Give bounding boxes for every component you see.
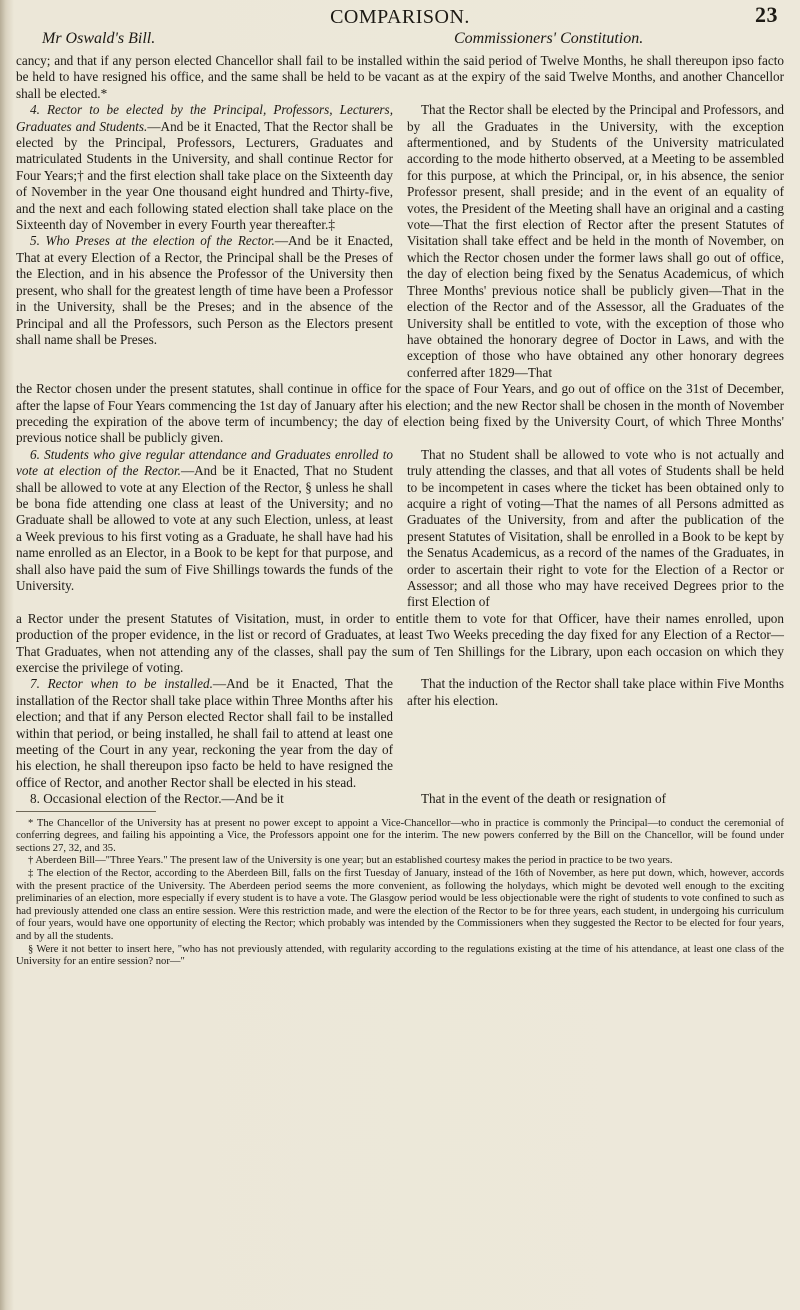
commissioners-column-section-8 (407, 791, 784, 807)
intro-text: cancy; and that if any person elected Chancellor shall fail to be installed within the said period of Twelve Months, he shall thereupon ipso facto be held to have resigned his office, and the same shall be held to be vacant as at the expiry of the said Twelve Months, and another Chancellor shall be elected.* (16, 53, 784, 101)
section-5-bill-text: —And be it Enacted, That at every Election of a Rector, the Principal shall be the Preses of the Election, and in his absence the Professor of the University then present, who shall for the greatest length of time have been a Professor in the University, shall be the Preses; and in the absence of the Principal and all the Professors, such Person as the Electors present shall name shall be Preses. (16, 233, 393, 347)
section-4-full-width (16, 381, 784, 447)
footnote: * The Chancellor of the University has at present no power except to appoint a Vice-Chancellor—who in practice is commonly the Principal—to conduct the ceremonial of conferring degrees, and failing his appointing a Vice, the Professors appoint one for the interim. The new powers conferred by the Bill on the Chancellor, will be found under sections 27, 32, and 35. (16, 817, 784, 854)
right-column-header: Commissioners' Constitution. (454, 30, 644, 47)
section-6-heading: 6. Students who give regular attendance and Graduates enrolled to vote at election of the Rector. (16, 446, 393, 479)
section-4-heading: 4. Rector to be elected by the Principal, Professors, Lecturers, Graduates and Students. (16, 102, 393, 134)
section-4-bill-text: —And be it Enacted, That the Rector shall be elected by the Principal, Professors, Lecturers, Graduates and matriculated Students in the University, and shall continue Rector for Four Years;† and the first election shall take place on the Sixteenth day of November in the year One thousand eight hundred and Thirty-five, and the next and each following stated election shall take place on the Sixteenth day of November in every Fourth year thereafter.‡ (16, 118, 393, 233)
footnote: † Aberdeen Bill—"Three Years." The present law of the University is one year; but an established courtesy makes the period in practice to be two years. (28, 855, 673, 867)
section-4-commissioners-text: That the Rector shall be elected by the Principal and Professors, and by all the Graduates in the University, with the exception aftermentioned, and by Students of the University matriculated according to the mode hitherto observed, at a Meeting to be assembled for this purpose, at which the Principal, or, in his absence, the senior Professor present, shall preside; and in the event of an equality of votes, the President of the Meeting shall have an original and a casting vote—That the first election of Rector after the present Statutes of Visitation shall take effect and be held in the month of November, on which the Rector chosen under the former laws shall go out of office, the day of election being fixed by the Senatus Academicus, of which Three Months' previous notice shall be publicly given—That in the election of the Rector and of the Assessor, all the Graduates of the University shall be entitled to vote, with the exception of those who have obtained the honorary degree of Doctor in Laws, and with the exception of those who have obtained any other honorary degrees conferred after 1829—That (407, 102, 784, 380)
section-5-heading: 5. Who Preses at the election of the Rector. (30, 233, 275, 249)
section-7-bill-text: —And be it Enacted, That the installation of the Rector shall take place within Three Months after his election; and that if any Person elected Rector shall fail to be installed within that period, or being installed, he shall fail to attend at least one meeting of the Court in any year, reckoning the year from the day of his election, he shall thereupon ipso facto be held to have resigned the office of Rector, and another Rector shall be elected in his stead. (16, 676, 393, 790)
footnotes (16, 818, 784, 969)
bill-column-section-7 (16, 676, 393, 791)
intro-paragraph (16, 53, 784, 102)
section-6-continuation: a Rector under the present Statutes of Visitation, must, in order to entitle them to vote for that Officer, have their names enrolled, upon production of the proper evidence, in the list or record of Graduates, at least Two Weeks preceding the day fixed for any Election of a Rector—That Graduates, when not attending any of the classes, shall pay the sum of Ten Shillings for the Library, upon each occasion on which they exercise the privilege of voting. (16, 610, 784, 676)
section-7-columns (16, 676, 784, 791)
section-4-columns (16, 102, 784, 381)
section-6-bill-text: —And be it Enacted, That no Student shall be allowed to vote at any Election of the Rector, § unless he shall be bona fide attending one class at least of the University; and no Graduate shall be allowed to vote at any such Election, unless, at least a Week previous to his first voting as a Graduate, he shall have had his name enrolled as an Elector, in a Book to be kept for that purpose, and shall also have paid the sum of Five Shillings towards the funds of the University. (16, 463, 393, 593)
commissioners-column-section-7 (407, 676, 784, 791)
section-7-commissioners-text: That the induction of the Rector shall take place within Five Months after his election. (407, 676, 784, 708)
section-8-bill-text: 8. Occasional election of the Rector.—And be it (30, 791, 284, 807)
section-6-full-width (16, 611, 784, 677)
page-title: COMPARISON. (330, 6, 470, 28)
section-8-commissioners-text: That in the event of the death or resignation of (421, 791, 666, 807)
column-headers (12, 30, 788, 52)
bill-column-section-6 (16, 447, 393, 611)
section-6-columns (16, 447, 784, 611)
section-7-heading: 7. Rector when to be installed. (30, 676, 213, 692)
page-number: 23 (755, 2, 778, 27)
section-4-continuation: the Rector chosen under the present statutes, shall continue in office for the space of Four Years, and go out of office on the 31st of December, after the lapse of Four Years commencing the 1st day of January after his election; and the new Rector shall be chosen in the month of November preceding the expiration of the above term of incumbency; the day of election being fixed by the University Court, of which Three Months' previous notice shall be publicly given. (16, 381, 784, 446)
footnote: ‡ The election of the Rector, according to the Aberdeen Bill, falls on the first Tuesday of January, instead of the 16th of November, as here put down, which, however, accords with the present practice of the University. The Aberdeen period seems the more convenient, as following the holydays, which might be devoted well enough to the exciting preliminaries of an election, more especially if every student is to have a vote. The Glasgow period would be less objectionable were the right of students to vote confined to such as had previously attended one class an entire session. Were this restriction made, and were the election of the Rector to be for three years, each student, in undergoing his curriculum of four years, would have one opportunity of electing the Rector; which probably was intended by the Commissioners when they suggested the Rector to be elected for four years, and by all the students. (16, 868, 784, 943)
commissioners-column-section-4 (407, 102, 784, 381)
footnote: § Were it not better to insert here, "who has not previously attended, with regularity according to the regulations existing at the time of his attendance, at least one class of the University for an entire session? nor—" (16, 943, 784, 968)
running-head (12, 0, 788, 30)
section-8-columns (16, 791, 784, 807)
section-6-commissioners-text: That no Student shall be allowed to vote who is not actually and truly attending the classes, and that all votes of Students shall be held to be incompetent in cases where the ticket has been obtained only to acquire a right of voting—That the names of all Persons admitted as Graduates of the University, from and after the publication of the present Statutes of Visitation, shall be enrolled in a Book to be kept by the Senatus Academicus, as a record of the names of the Graduates, in order to ascertain their right to vote for the Election of a Rector or Assessor; and all those who may have received Degrees prior to the first Election of (407, 446, 784, 610)
footnote-divider (16, 811, 156, 812)
commissioners-column-section-6 (407, 447, 784, 611)
bill-column-section-4 (16, 102, 393, 381)
left-column-header: Mr Oswald's Bill. (42, 30, 156, 47)
bill-column-section-8 (16, 791, 393, 807)
